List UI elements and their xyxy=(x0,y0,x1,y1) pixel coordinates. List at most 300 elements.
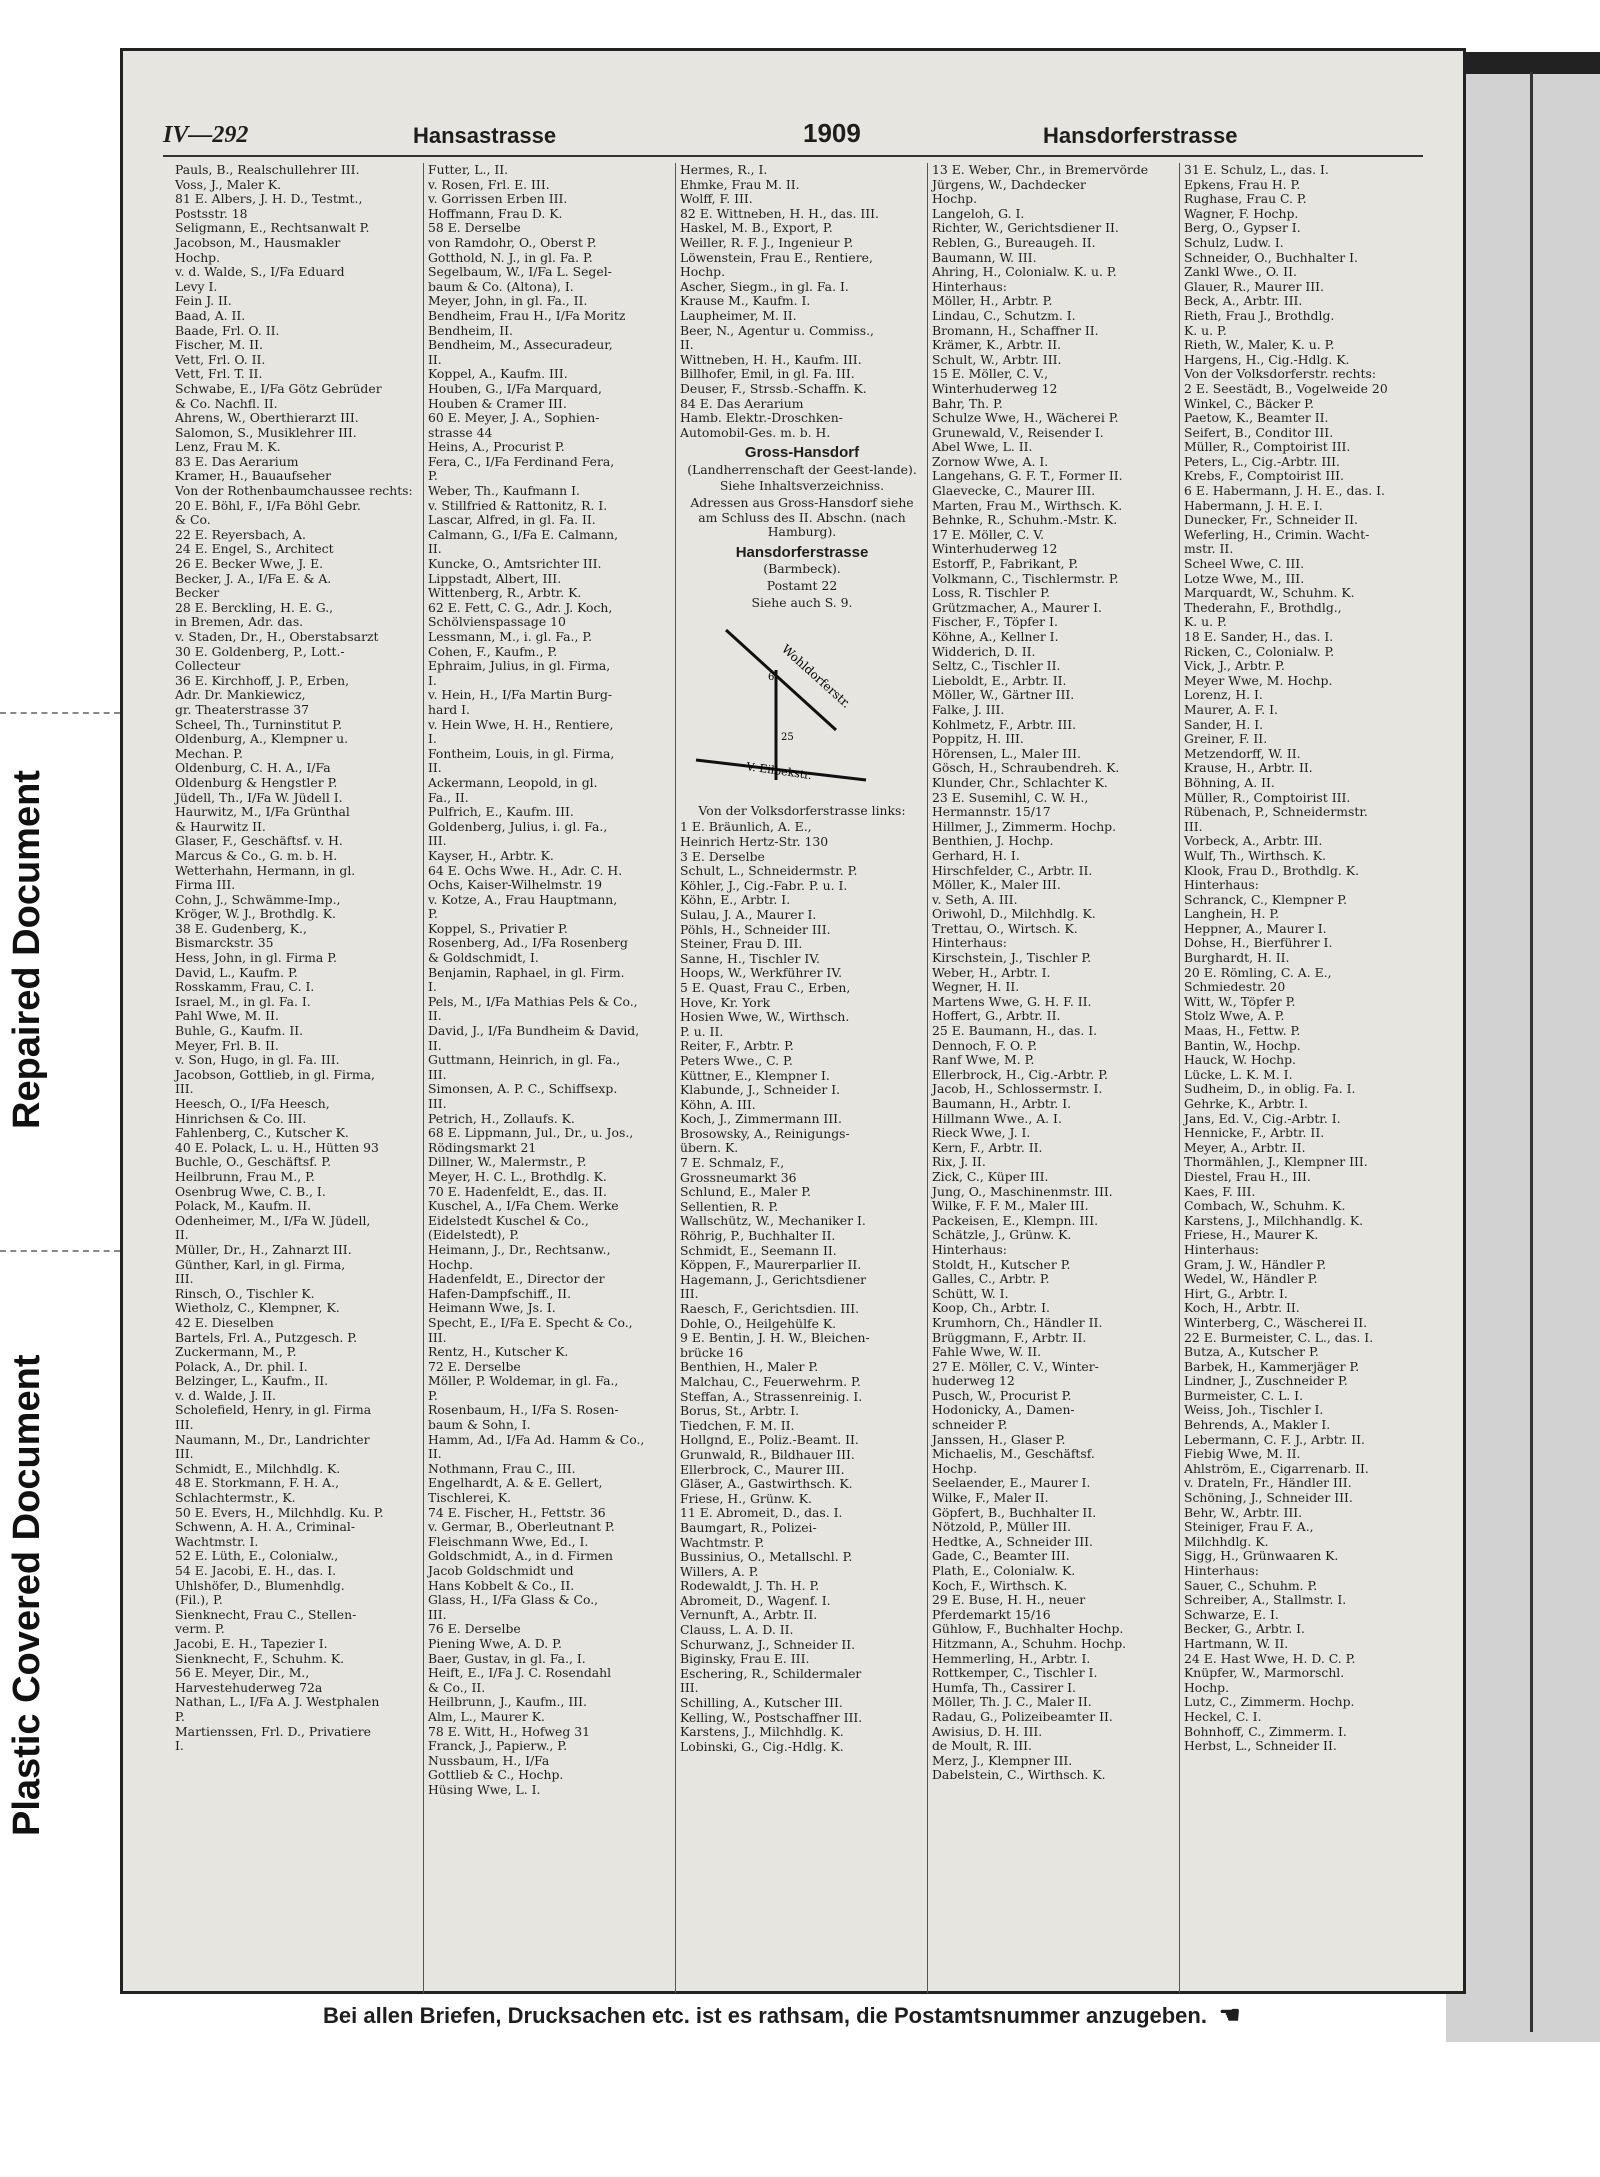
directory-entry: Seltz, C., Tischler II. xyxy=(932,659,1061,674)
directory-entry: K. u. P. xyxy=(1184,615,1227,630)
directory-entry: 27 E. Möller, C. V., Winter- xyxy=(932,1359,1099,1374)
directory-entry: Sanne, H., Tischler IV. xyxy=(680,951,820,966)
directory-entry: Baade, Frl. O. II. xyxy=(175,323,280,338)
directory-entry: II. xyxy=(175,1228,189,1243)
directory-entry: Loss, R. Tischler P. xyxy=(932,586,1050,601)
directory-entry: Ellerbrock, H., Cig.-Arbtr. P. xyxy=(932,1067,1108,1082)
directory-entry: Gehrke, K., Arbtr. I. xyxy=(1184,1097,1308,1111)
directory-entry: Buchle, O., Geschäftsf. P. xyxy=(175,1155,332,1170)
directory-entry: Willers, A. P. xyxy=(680,1564,759,1579)
directory-entry: Baad, A. II. xyxy=(175,308,246,323)
directory-entry: Köhn, A. III. xyxy=(680,1097,756,1112)
directory-entry: 54 E. Jacobi, E. H., das. I. xyxy=(175,1564,337,1578)
directory-entry: Jacobi, E. H., Tapezier I. xyxy=(175,1636,328,1651)
directory-entry: Langehans, G. F. T., Former II. xyxy=(932,469,1123,484)
directory-entry: Ehmke, Frau M. II. xyxy=(680,177,800,192)
directory-entry: Lessmann, M., i. gl. Fa., P. xyxy=(428,630,593,644)
columns xyxy=(171,163,1431,1993)
directory-entry: Lindner, J., Zuschneider P. xyxy=(1184,1374,1348,1389)
directory-entry: 56 E. Meyer, Dir., M., xyxy=(175,1666,310,1681)
directory-entry: Stoldt, H., Kutscher P. xyxy=(932,1257,1071,1272)
directory-entry: Brüggmann, F., Arbtr. II. xyxy=(932,1330,1087,1345)
directory-entry: Lücke, L. K. M. I. xyxy=(1184,1067,1293,1082)
directory-entry: Wegner, H. II. xyxy=(932,980,1020,995)
directory-entry: Beck, A., Arbtr. III. xyxy=(1184,294,1303,309)
directory-entry: Glaevecke, C., Maurer III. xyxy=(932,484,1096,499)
directory-entry: v. Hein Wwe, H. H., Rentiere, xyxy=(428,717,614,732)
directory-entry: Franck, J., Papierw., P. xyxy=(428,1739,568,1754)
street-left: Hansastrasse xyxy=(413,123,557,148)
directory-entry: I. xyxy=(428,732,437,747)
directory-entry: Hitzmann, A., Schuhm. Hochp. xyxy=(932,1636,1127,1651)
directory-entry: Lenz, Frau M. K. xyxy=(175,440,281,455)
directory-entry: Kelling, W., Postschaffner III. xyxy=(680,1710,863,1725)
directory-entry: III. xyxy=(428,834,447,849)
directory-entry: Hüsing Wwe, L. I. xyxy=(428,1782,541,1797)
district: (Barmbeck). xyxy=(763,561,841,577)
directory-entry: 3 E. Derselbe xyxy=(680,849,765,864)
directory-entry: Schöning, J., Schneider III. xyxy=(1184,1491,1353,1506)
directory-entry: Cohen, F., Kaufm., P. xyxy=(428,644,558,659)
directory-entry: Hedtke, A., Schneider III. xyxy=(932,1534,1093,1549)
directory-entry: Schwabe, E., I/Fa Götz Gebrüder xyxy=(175,381,382,396)
directory-entry: Automobil-Ges. m. b. H. xyxy=(680,425,831,440)
directory-entry: Müller, R., Comptoirist III. xyxy=(1184,440,1351,455)
directory-entry: Becker xyxy=(175,586,220,601)
directory-entry: Wachtmstr. I. xyxy=(175,1534,259,1549)
directory-entry: & Co. xyxy=(175,513,211,528)
directory-entry: Berg, O., Gypser I. xyxy=(1184,221,1301,236)
directory-entry: P. xyxy=(175,1709,185,1724)
directory-entry: Hoffert, G., Arbtr. II. xyxy=(932,1009,1061,1024)
directory-entry: Krause, H., Arbtr. II. xyxy=(1184,761,1313,776)
directory-entry: Schütt, W. I. xyxy=(932,1286,1009,1301)
directory-entry: Krebs, F., Comptoirist III. xyxy=(1184,469,1344,484)
directory-entry: Polack, A., Dr. phil. I. xyxy=(175,1359,308,1374)
directory-entry: Hartmann, W. II. xyxy=(1184,1636,1289,1651)
directory-entry: Zankl Wwe., O. II. xyxy=(1184,265,1297,280)
directory-entry: Ochs, Kaiser-Wilhelmstr. 19 xyxy=(428,878,603,893)
directory-entry: Goldenberg, Julius, i. gl. Fa., xyxy=(428,819,608,834)
directory-entry: Schölvienspassage 10 xyxy=(428,615,566,630)
directory-entry: 2 E. Seestädt, B., Vogelweide 20 xyxy=(1184,381,1388,396)
directory-entry: Combach, W., Schuhm. K. xyxy=(1184,1199,1346,1214)
directory-entry: Heimann, J., Dr., Rechtsanw., xyxy=(428,1242,611,1257)
directory-entry: 83 E. Das Aerarium xyxy=(175,454,299,469)
directory-entry: Wagner, F. Hochp. xyxy=(1184,206,1299,221)
directory-entry: Weber, Th., Kaufmann I. xyxy=(428,484,580,499)
directory-entry: Weiss, Joh., Tischler I. xyxy=(1184,1403,1324,1418)
directory-entry: Grossneumarkt 36 xyxy=(680,1170,797,1185)
directory-entry: Eschering, R., Schildermaler xyxy=(680,1666,862,1681)
directory-entry: Janssen, H., Glaser P. xyxy=(932,1432,1066,1447)
directory-entry: Koch, F., Wirthsch. K. xyxy=(932,1578,1068,1593)
directory-entry: Radau, G., Polizeibeamter II. xyxy=(932,1709,1113,1724)
directory-entry: Pauls, B., Realschullehrer III. xyxy=(175,163,360,177)
directory-entry: Segelbaum, W., I/Fa L. Segel- xyxy=(428,265,612,280)
directory-entry: Wedel, W., Händler P. xyxy=(1184,1272,1318,1287)
directory-entry: Adr. Dr. Mankiewicz, xyxy=(175,688,306,703)
directory-entry: Zuckermann, M., P. xyxy=(175,1345,297,1360)
directory-entry: Kuschel, A., I/Fa Chem. Werke xyxy=(428,1199,619,1214)
directory-entry: baum & Sohn, I. xyxy=(428,1418,531,1433)
directory-entry: Jacob, H., Schlossermstr. I. xyxy=(932,1082,1103,1097)
section-note: Adressen aus Gross-Hansdorf siehe am Schluss des II. Abschn. (nach Hamburg). xyxy=(690,495,914,540)
directory-entry: Gottlieb & C., Hochp. xyxy=(428,1768,564,1783)
directory-entry: Klook, Frau D., Brothdlg. K. xyxy=(1184,863,1360,878)
directory-entry: Pferdemarkt 15/16 xyxy=(932,1607,1051,1622)
footer-note xyxy=(323,2001,1240,2030)
directory-entry: Habermann, J. H. E. I. xyxy=(1184,498,1323,513)
directory-entry: 24 E. Engel, S., Architect xyxy=(175,542,334,557)
directory-entry: Ahring, H., Colonialw. K. u. P. xyxy=(932,265,1117,280)
directory-entry: P. xyxy=(428,907,438,922)
directory-entry: 50 E. Evers, H., Milchhdlg. Ku. P. xyxy=(175,1505,384,1520)
directory-entry: Rottkemper, C., Tischler I. xyxy=(932,1666,1098,1681)
directory-entry: Krumhorn, Ch., Händler II. xyxy=(932,1315,1103,1330)
directory-entry: Glaser, F., Geschäftsf. v. H. xyxy=(175,834,343,849)
directory-entry: Gerhard, H. I. xyxy=(932,848,1020,863)
directory-entry: P. xyxy=(428,469,438,484)
directory-entry: Hosien Wwe, W., Wirthsch. xyxy=(680,1010,850,1025)
directory-entry: Kohlmetz, F., Arbtr. III. xyxy=(932,717,1077,732)
directory-entry: Koop, Ch., Arbtr. I. xyxy=(932,1301,1050,1316)
directory-entry: Fein J. II. xyxy=(175,294,232,309)
directory-entry: Peters Wwe., C. P. xyxy=(680,1053,793,1068)
year: 1909 xyxy=(803,118,861,148)
directory-entry: Winterberg, C., Wäscherei II. xyxy=(1184,1315,1368,1330)
section-title-gross-hansdorf: Gross-Hansdorf xyxy=(744,444,860,462)
directory-entry: 20 E. Böhl, F., I/Fa Böhl Gebr. xyxy=(175,498,361,513)
section-note: (Landherrenschaft der Geest-lande). xyxy=(687,461,917,477)
directory-entry: Grunewald, V., Reisender I. xyxy=(932,425,1104,440)
directory-entry: Sellentien, R. P. xyxy=(680,1199,779,1214)
directory-entry: Hermannstr. 15/17 xyxy=(932,805,1051,820)
directory-entry: Sander, H. I. xyxy=(1184,717,1264,732)
directory-entry: Lobinski, G., Cig.-Hdlg. K. xyxy=(680,1739,844,1754)
directory-entry: III. xyxy=(680,1287,699,1302)
directory-entry: Friese, H., Maurer K. xyxy=(1184,1228,1319,1243)
directory-entry: & Goldschmidt, I. xyxy=(428,951,539,966)
directory-entry: Butza, A., Kutscher P. xyxy=(1184,1345,1319,1360)
directory-entry: Engelhardt, A. & E. Gellert, xyxy=(428,1476,603,1491)
directory-entry: Wachtmstr. P. xyxy=(680,1535,765,1550)
pointing-hand-icon: ☚ xyxy=(1218,2002,1241,2029)
directory-entry: Schreiber, A., Stallmstr. I. xyxy=(1184,1593,1347,1608)
directory-entry: Reblen, G., Bureaugeh. II. xyxy=(932,235,1096,250)
directory-entry: hard I. xyxy=(428,702,470,717)
directory-entry: Packeisen, E., Klempn. III. xyxy=(932,1213,1099,1228)
directory-entry: Stolz Wwe, A. P. xyxy=(1184,1009,1285,1024)
directory-entry: Poppitz, H. III. xyxy=(932,732,1024,747)
directory-entry: II. xyxy=(428,1447,442,1462)
directory-entry: Kirschstein, J., Tischler P. xyxy=(932,951,1092,966)
directory-entry: Kramer, H., Bauaufseher xyxy=(175,469,332,484)
directory-entry: Meyer, Frl. B. II. xyxy=(175,1038,279,1053)
directory-entry: Bismarckstr. 35 xyxy=(175,936,274,951)
directory-entry: 36 E. Kirchhoff, J. P., Erben, xyxy=(175,673,350,688)
directory-entry: Hochp. xyxy=(175,250,221,265)
directory-entry: Weferling, H., Crimin. Wacht- xyxy=(1184,527,1370,542)
directory-entry: Löwenstein, Frau E., Rentiere, xyxy=(680,250,873,265)
directory-entry: Rödingsmarkt 21 xyxy=(428,1140,537,1155)
directory-entry: Wallschütz, W., Mechaniker I. xyxy=(680,1214,866,1229)
directory-entry: Haurwitz, M., I/Fa Grünthal xyxy=(175,805,350,820)
directory-entry: in Bremen, Adr. das. xyxy=(175,615,304,630)
directory-entry: Houben & Cramer III. xyxy=(428,396,567,411)
directory-entry: Heift, E., I/Fa J. C. Rosendahl xyxy=(428,1666,612,1681)
directory-entry: Schmidt, E., Seemann II. xyxy=(680,1243,837,1258)
directory-entry: Vorbeck, A., Arbtr. III. xyxy=(1184,834,1323,849)
directory-entry: Möller, W., Gärtner III. xyxy=(932,688,1075,703)
directory-entry: III. xyxy=(428,1330,447,1345)
directory-entry: Schilling, A., Kutscher III. xyxy=(680,1696,843,1711)
see-also: Siehe auch S. 9. xyxy=(751,594,853,610)
directory-entry: Peters, L., Cig.-Arbtr. III. xyxy=(1184,454,1340,469)
page-header xyxy=(163,118,1423,157)
directory-entry: I. xyxy=(175,1739,184,1754)
directory-entry: III. xyxy=(175,1082,194,1097)
directory-entry: Billhofer, Emil, in gl. Fa. III. xyxy=(680,367,855,382)
directory-entry: II. xyxy=(428,1038,442,1053)
directory-entry: de Moult, R. III. xyxy=(932,1739,1032,1754)
directory-entry: 68 E. Lippmann, Jul., Dr., u. Jos., xyxy=(428,1126,634,1141)
directory-entry: Hamm, Ad., I/Fa Ad. Hamm & Co., xyxy=(428,1432,645,1447)
directory-entry: Hans Kobbelt & Co., II. xyxy=(428,1578,575,1593)
directory-entry: III. xyxy=(175,1272,194,1287)
directory-entry: Grützmacher, A., Maurer I. xyxy=(932,600,1102,615)
directory-entry: Hagemann, J., Gerichtsdiener xyxy=(680,1272,867,1287)
directory-entry: Collecteur xyxy=(175,659,241,674)
directory-entry: Scholefield, Henry, in gl. Firma xyxy=(175,1403,372,1418)
directory-entry: Seelaender, E., Maurer I. xyxy=(932,1476,1091,1491)
directory-entry: Diestel, Frau H., III. xyxy=(1184,1169,1311,1184)
directory-entry: Langeloh, G. I. xyxy=(932,206,1025,221)
directory-entry: Meyer, A., Arbtr. II. xyxy=(1184,1140,1306,1155)
directory-entry: David, L., Kaufm. P. xyxy=(175,965,298,980)
directory-entry: Hinterhaus: xyxy=(932,936,1007,951)
directory-entry: Hillmann Wwe., A. I. xyxy=(932,1111,1062,1126)
directory-entry: Von der Volksdorferstr. rechts: xyxy=(1184,367,1377,382)
directory-entry: Schwenn, A. H. A., Criminal- xyxy=(175,1520,356,1535)
directory-entry: Hargens, H., Cig.-Hdlg. K. xyxy=(1184,352,1350,367)
directory-entry: Wilke, F., Maler II. xyxy=(932,1491,1049,1506)
directory-entry: Marten, Frau M., Wirthsch. K. xyxy=(932,498,1123,513)
directory-entry: Humfa, Th., Cassirer I. xyxy=(932,1680,1076,1695)
directory-entry: Hinterhaus: xyxy=(932,279,1007,294)
directory-entry: Benthien, H., Maler P. xyxy=(680,1360,819,1375)
directory-entry: Müller, Dr., H., Zahnarzt III. xyxy=(175,1242,352,1257)
directory-entry: Tiedchen, F. M. II. xyxy=(680,1418,795,1433)
directory-entry: 6 E. Habermann, J. H. E., das. I. xyxy=(1184,484,1385,499)
directory-entry: III. xyxy=(428,1067,447,1082)
directory-entry: Rosenberg, Ad., I/Fa Rosenberg xyxy=(428,936,628,951)
directory-entry: Vick, J., Arbtr. P. xyxy=(1184,659,1285,674)
directory-entry: Pusch, W., Procurist P. xyxy=(932,1388,1072,1403)
directory-entry: Schätzle, J., Grünw. K. xyxy=(932,1228,1072,1243)
directory-entry: Hinterhaus: xyxy=(1184,1564,1259,1578)
directory-entry: Schmiedestr. 20 xyxy=(1184,980,1286,995)
directory-entry: & Haurwitz II. xyxy=(175,819,266,834)
directory-entry: Nussbaum, H., I/Fa xyxy=(428,1753,550,1768)
directory-entry: Bantin, W., Hochp. xyxy=(1184,1038,1301,1053)
column-4 xyxy=(927,163,1180,1993)
directory-entry: Koch, J., Zimmermann III. xyxy=(680,1112,842,1127)
directory-entry: Schulz, Ludw. I. xyxy=(1184,235,1284,250)
directory-entry: Dennoch, F. O. P. xyxy=(932,1038,1038,1053)
directory-entry: Bohnhoff, C., Zimmerm. I. xyxy=(1184,1724,1347,1739)
directory-entry: 40 E. Polack, L. u. H., Hütten 93 xyxy=(175,1140,379,1155)
directory-entry: Kuncke, O., Amtsrichter III. xyxy=(428,557,602,572)
directory-entry: II. xyxy=(680,338,694,353)
directory-entry: Pahl Wwe, M. II. xyxy=(175,1009,279,1024)
street-right: Hansdorferstrasse xyxy=(1043,123,1238,148)
directory-entry: brücke 16 xyxy=(680,1345,744,1360)
directory-entry: Trettau, O., Wirtsch. K. xyxy=(932,921,1078,936)
directory-entry: Steiniger, Frau F. A., xyxy=(1184,1520,1314,1535)
directory-entry: Maas, H., Fettw. P. xyxy=(1184,1024,1301,1039)
directory-entry: Houben, G., I/Fa Marquard, xyxy=(428,381,602,396)
directory-entry: Dohle, O., Heilgehülfe K. xyxy=(680,1316,837,1331)
directory-entry: Barbek, H., Kammerjäger P. xyxy=(1184,1359,1360,1374)
directory-entry: Herbst, L., Schneider II. xyxy=(1184,1739,1337,1754)
directory-entry: Sudheim, D., in oblig. Fa. I. xyxy=(1184,1082,1356,1097)
directory-entry: Burmeister, C. L. I. xyxy=(1184,1388,1304,1403)
directory-entry: II. xyxy=(428,542,442,557)
directory-entry: Hochp. xyxy=(932,1461,978,1476)
directory-entry: v. Hein, H., I/Fa Martin Burg- xyxy=(428,688,613,703)
directory-entry: Oldenburg, A., Klempner u. xyxy=(175,732,349,747)
directory-entry: Gühlow, F., Buchhalter Hochp. xyxy=(932,1622,1124,1637)
directory-entry: Hennicke, F., Arbtr. II. xyxy=(1184,1126,1325,1141)
directory-entry: 72 E. Derselbe xyxy=(428,1359,521,1374)
directory-entry: Rodewaldt, J. Th. H. P. xyxy=(680,1579,820,1594)
directory-entry: Hoffmann, Frau D. K. xyxy=(428,206,563,221)
directory-entry: Beer, N., Agentur u. Commiss., xyxy=(680,323,874,338)
directory-entry: Ascher, Siegm., in gl. Fa. I. xyxy=(680,279,849,294)
directory-entry: verm. P. xyxy=(175,1622,225,1637)
directory-entry: Harvestehuderweg 72a xyxy=(175,1680,323,1695)
directory-entry: v. Staden, Dr., H., Oberstabsarzt xyxy=(175,630,379,644)
directory-entry: Kern, F., Arbtr. II. xyxy=(932,1140,1043,1155)
directory-entry: Fischer, M. II. xyxy=(175,338,263,353)
directory-entry: Winterhuderweg 12 xyxy=(932,381,1058,396)
directory-entry: Brosowsky, A., Reinigungs- xyxy=(680,1126,850,1141)
directory-entry: Oldenburg, C. H. A., I/Fa xyxy=(175,761,331,776)
directory-entry: Martens Wwe, G. H. F. II. xyxy=(932,994,1092,1009)
directory-entry: Pöhls, H., Schneider III. xyxy=(680,922,831,937)
label-repaired-document: Repaired Document xyxy=(6,770,48,1130)
directory-entry: Cohn, J., Schwämme-Imp., xyxy=(175,892,341,907)
directory-entry: Milchhdlg. K. xyxy=(1184,1534,1269,1549)
directory-entry: Möller, P. Woldemar, in gl. Fa., xyxy=(428,1374,619,1389)
directory-entry: Hollgnd, E., Poliz.-Beamt. II. xyxy=(680,1433,859,1448)
directory-entry: Schneider, O., Buchhalter I. xyxy=(1184,250,1358,265)
directory-entry: Osenbrug Wwe, C. B., I. xyxy=(175,1184,326,1199)
directory-entry: mstr. II. xyxy=(1184,542,1234,557)
directory-entry: Seifert, B., Conditor III. xyxy=(1184,425,1334,440)
directory-entry: Witt, W., Töpfer P. xyxy=(1184,994,1296,1009)
directory-entry: Seligmann, E., Rechtsanwalt P. xyxy=(175,221,370,236)
directory-entry: Friese, H., Grünw. K. xyxy=(680,1491,812,1506)
directory-entry: 5 E. Quast, Frau C., Erben, xyxy=(680,980,851,995)
directory-entry: Schlund, E., Maler P. xyxy=(680,1185,811,1200)
directory-entry: Hirt, G., Arbtr. I. xyxy=(1184,1286,1288,1301)
directory-entry: Hermes, R., I. xyxy=(680,163,768,177)
directory-entry: Hinterhaus: xyxy=(1184,1242,1259,1257)
directory-entry: Karstens, J., Milchhdlg. K. xyxy=(680,1725,844,1740)
directory-entry: Schmidt, E., Milchhdlg. K. xyxy=(175,1461,341,1476)
directory-entry: gr. Theaterstrasse 37 xyxy=(175,702,309,717)
directory-entry: Polack, M., Kaufm. II. xyxy=(175,1199,312,1214)
directory-entry: Sigg, H., Grünwaaren K. xyxy=(1184,1549,1339,1564)
directory-entry: 38 E. Gudenberg, K., xyxy=(175,921,307,936)
directory-entry: P. xyxy=(428,1388,438,1403)
map-label: V. Eilbekstr. xyxy=(745,760,813,783)
directory-entry: Sulau, J. A., Maurer I. xyxy=(680,907,817,922)
directory-entry: Schurwanz, J., Schneider II. xyxy=(680,1637,856,1652)
directory-entry: Ellerbrock, C., Maurer III. xyxy=(680,1462,845,1477)
directory-entry: Winkel, C., Bäcker P. xyxy=(1184,396,1314,411)
column-1 xyxy=(171,163,423,1993)
directory-entry: 11 E. Abromeit, D., das. I. xyxy=(680,1506,843,1521)
directory-entry: Sienknecht, Frau C., Stellen- xyxy=(175,1607,357,1622)
directory-entry: Ackermann, Leopold, in gl. xyxy=(428,775,598,790)
directory-entry: Zick, C., Küper III. xyxy=(932,1169,1049,1184)
directory-entry: v. Drateln, Fr., Händler III. xyxy=(1184,1476,1352,1491)
directory-entry: Günther, Karl, in gl. Firma, xyxy=(175,1257,346,1272)
directory-entry: Borus, St., Arbtr. I. xyxy=(680,1404,800,1419)
directory-entry: Baer, Gustav, in gl. Fa., I. xyxy=(428,1651,586,1666)
directory-entry: & Co. Nachfl. II. xyxy=(175,396,278,411)
directory-entry: Köppen, F., Maurerparlier II. xyxy=(680,1258,862,1273)
directory-entry: Wittenberg, R., Arbtr. K. xyxy=(428,586,582,601)
directory-entry: Belzinger, L., Kaufm., II. xyxy=(175,1374,329,1389)
directory-entry: Rübenach, P., Schneidermstr. xyxy=(1184,805,1368,820)
directory-entry: Specht, E., I/Fa E. Specht & Co., xyxy=(428,1315,633,1330)
directory-entry: Abel Wwe, L. II. xyxy=(932,440,1033,455)
directory-entry: 15 E. Möller, C. V., xyxy=(932,367,1049,382)
directory-entry: 42 E. Dieselben xyxy=(175,1315,274,1330)
column-3 xyxy=(675,163,928,1993)
directory-entry: Lippstadt, Albert, III. xyxy=(428,571,562,586)
directory-entry: Köhne, A., Kellner I. xyxy=(932,630,1059,644)
directory-entry: Wolff, F. III. xyxy=(680,192,753,207)
directory-entry: Wilke, F. F. M., Maler III. xyxy=(932,1199,1089,1214)
directory-entry: 22 E. Reyersbach, A. xyxy=(175,527,306,542)
directory-entry: Rix, J. II. xyxy=(932,1155,986,1170)
directory-entry: Rosskamm, Frau, C. I. xyxy=(175,980,315,995)
map-label: 25 xyxy=(781,732,794,744)
directory-entry: Rieth, Frau J., Brothdlg. xyxy=(1184,308,1335,323)
directory-entry: 60 E. Meyer, J. A., Sophien- xyxy=(428,411,600,426)
directory-entry: 31 E. Schulz, L., das. I. xyxy=(1184,163,1329,177)
directory-entry: schneider P. xyxy=(932,1418,1008,1433)
directory-entry: Rieck Wwe, J. I. xyxy=(932,1126,1031,1141)
directory-entry: übern. K. xyxy=(680,1141,739,1156)
directory-entry: III. xyxy=(1184,819,1203,834)
directory-entry: Schulze Wwe, H., Wächerei P. xyxy=(932,411,1119,426)
directory-entry: 26 E. Becker Wwe, J. E. xyxy=(175,557,324,572)
directory-entry: Rosenbaum, H., I/Fa S. Rosen- xyxy=(428,1403,619,1418)
directory-entry: Hadenfeldt, E., Director der xyxy=(428,1272,605,1287)
directory-entry: Behnke, R., Schuhm.-Mstr. K. xyxy=(932,513,1118,528)
directory-entry: baum & Co. (Altona), I. xyxy=(428,279,574,294)
directory-entry: Hoops, W., Werkführer IV. xyxy=(680,966,843,981)
directory-entry: Lotze Wwe, M., III. xyxy=(1184,571,1305,586)
directory-entry: Biginsky, Frau E. III. xyxy=(680,1652,810,1667)
directory-entry: Kayser, H., Arbtr. K. xyxy=(428,848,554,863)
